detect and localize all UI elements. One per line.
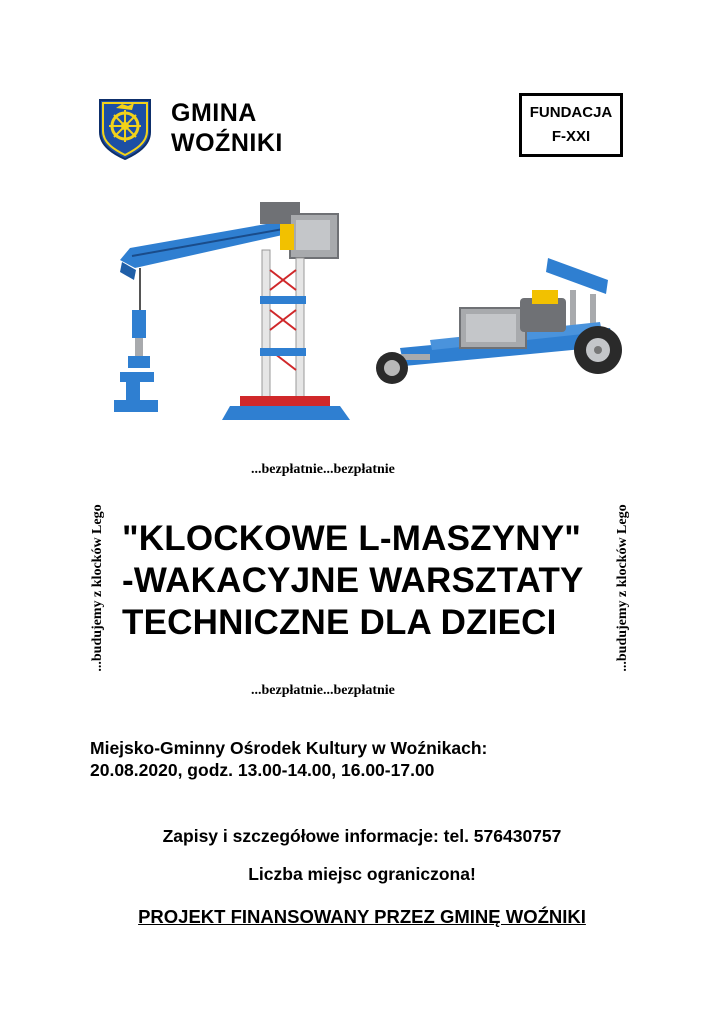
side-text-left: ...budujemy z klocków Lego [90,504,105,672]
date-time-text: 20.08.2020, godz. 13.00-14.00, 16.00-17.00 [90,760,435,780]
registration-info: Zapisy i szczegółowe informacje: tel. 576430757 [162,826,562,846]
workshop-title [122,518,612,644]
venue-text: Miejsko-Gminny Ośrodek Kultury w Woźnikach: [90,738,488,758]
free-text-bottom: ...bezpłatnie...bezpłatnie [251,683,395,698]
title-line-3: TECHNICZNE DLA DZIECI [122,603,557,642]
title-line-1: "KLOCKOWE L-MASZYNY" [122,519,582,558]
title-line-2: -WAKACYJNE WARSZTATY [122,561,584,600]
fundacja-line2: F-XXI [551,128,591,145]
gmina-logo [96,96,296,162]
gmina-line1: GMINA [171,99,257,127]
coat-of-arms-icon [96,96,154,160]
lego-crane-image [110,200,360,430]
fundacja-logo-box [519,93,623,157]
limited-places-notice: Liczba miejsc ograniczona! [248,864,476,884]
gmina-line2: WOŹNIKI [171,129,283,157]
side-text-right: ...budujemy z klocków Lego [615,504,630,672]
free-text-top: ...bezpłatnie...bezpłatnie [251,462,395,477]
gmina-name [171,98,283,158]
lego-car-image [370,250,630,390]
fundacja-line1: FUNDACJA [529,104,613,121]
funding-notice: PROJEKT FINANSOWANY PRZEZ GMINĘ WOŹNIKI [138,906,586,927]
